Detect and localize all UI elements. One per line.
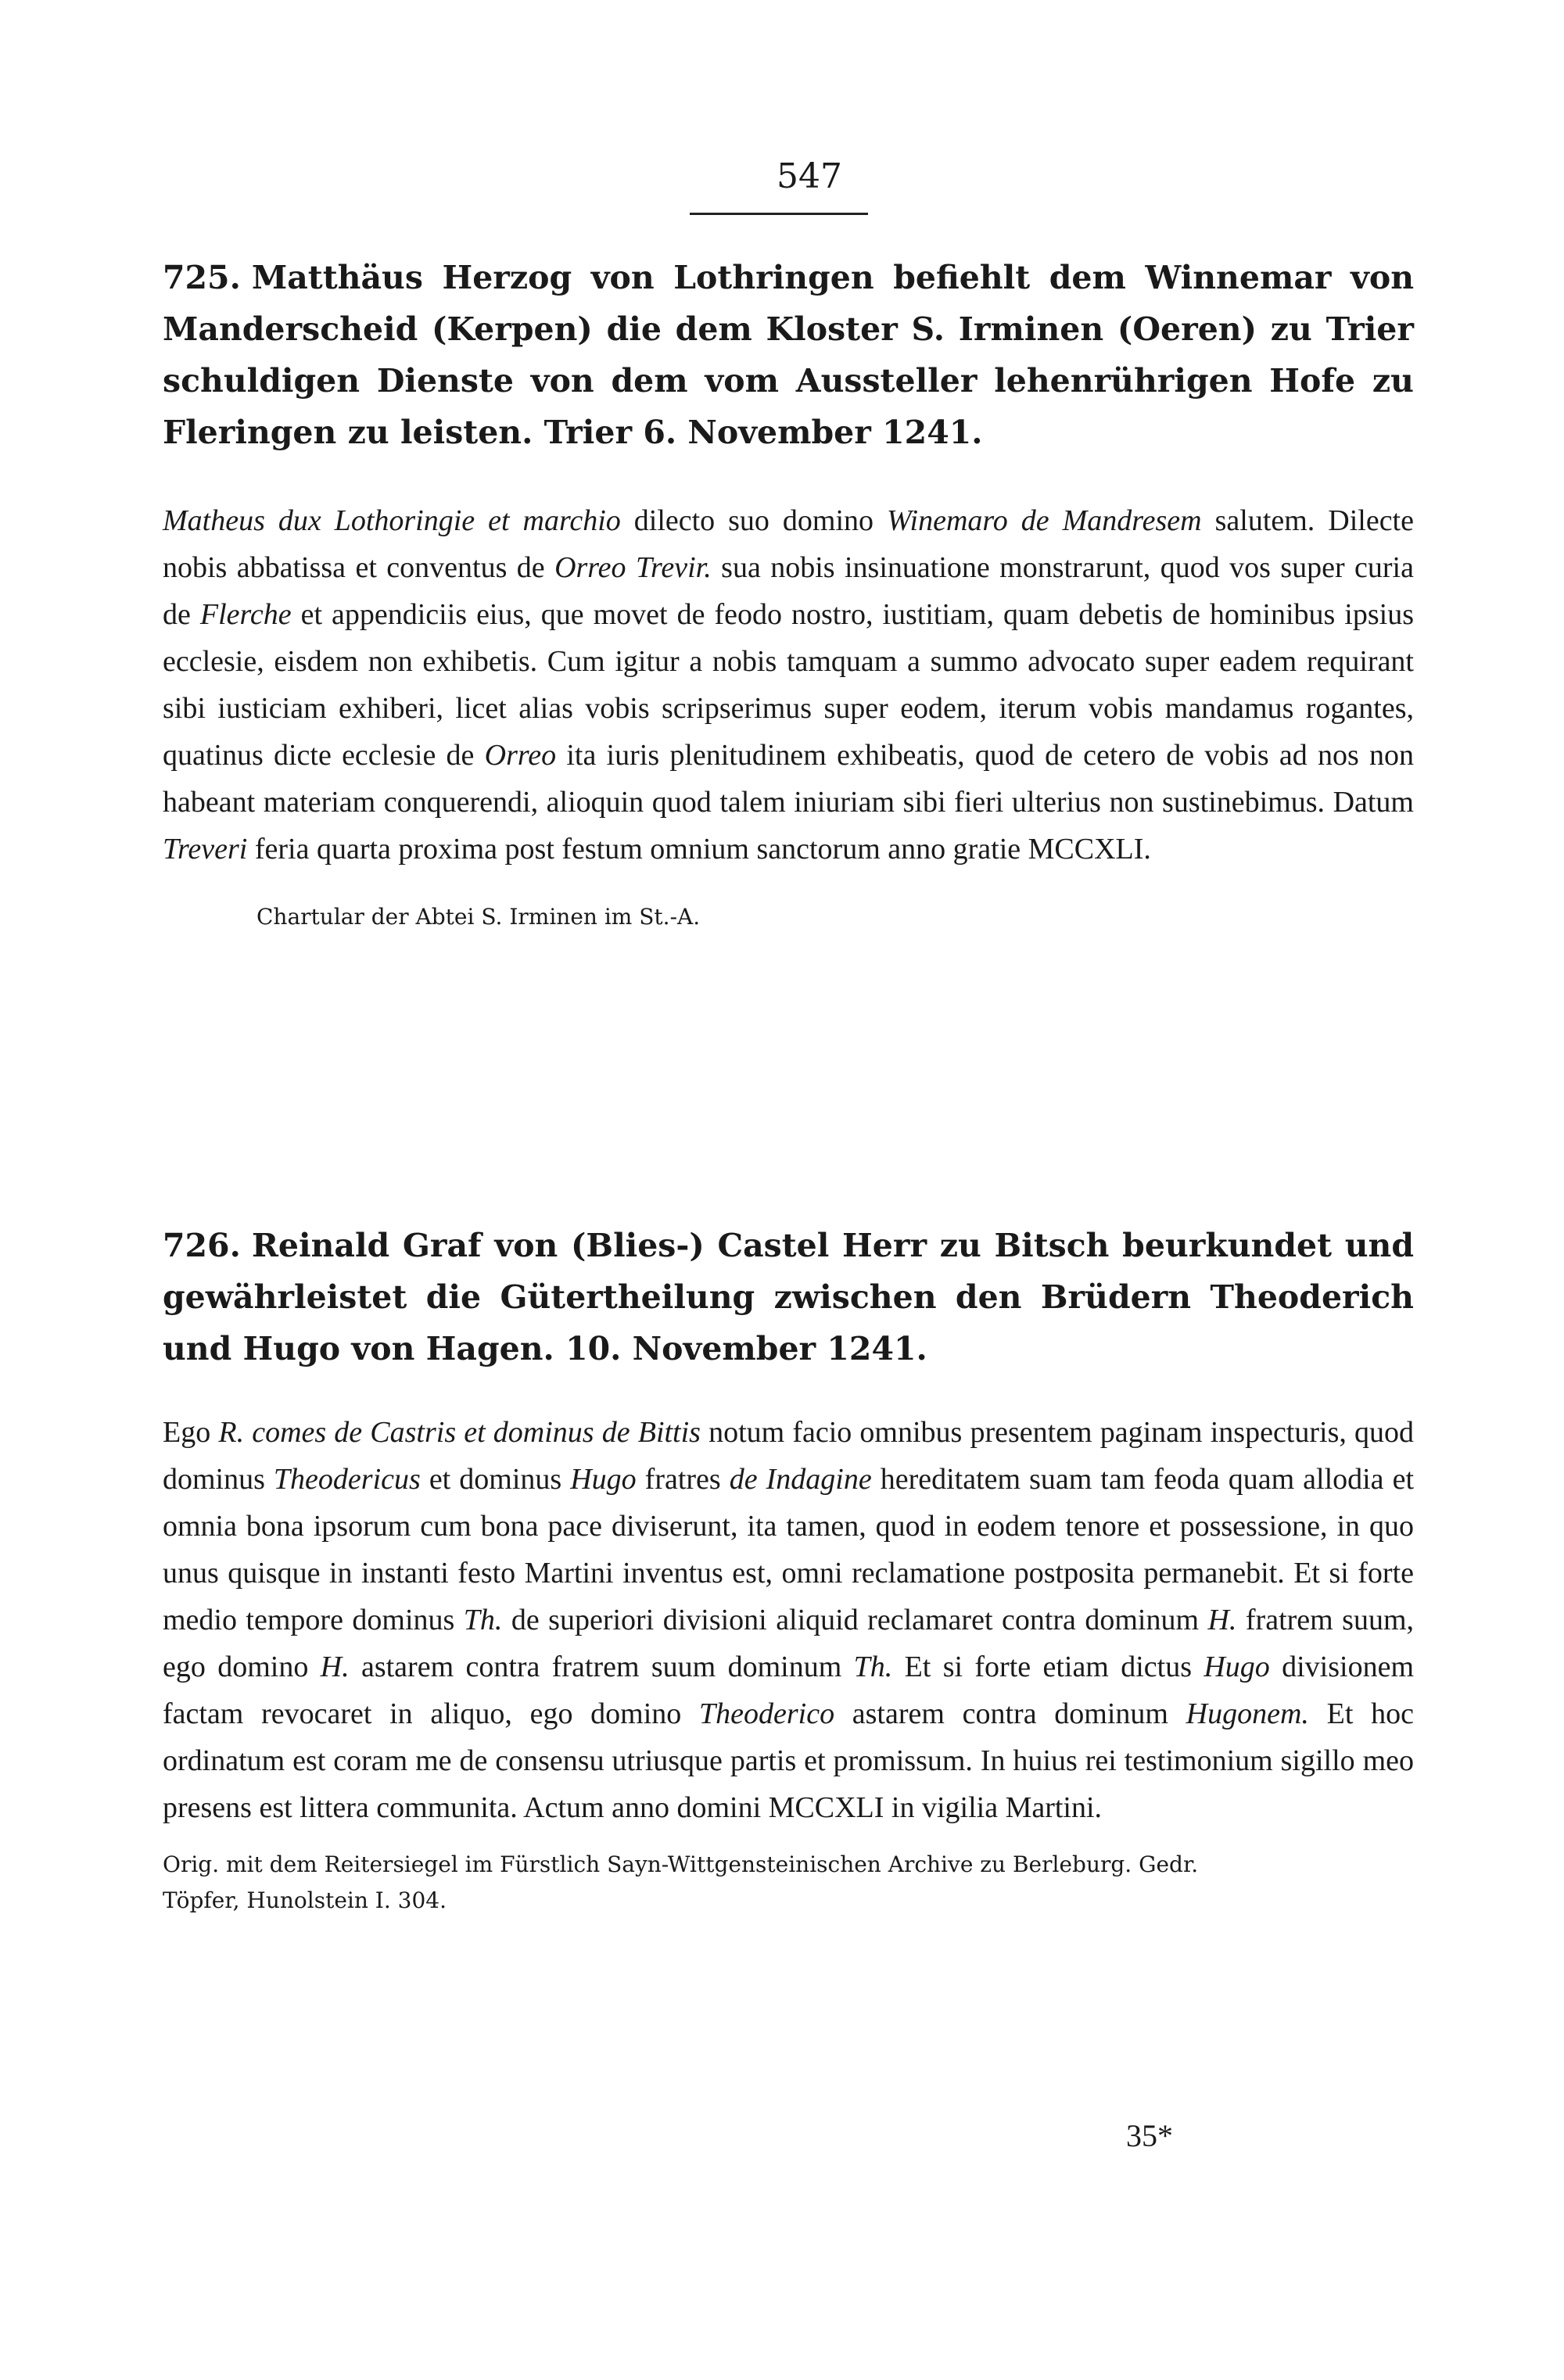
entry-heading xyxy=(163,252,1414,458)
page-number: 547 xyxy=(777,156,842,196)
entry-726 xyxy=(163,1220,1414,1919)
text-run: divisionem factam revocaret in aliquo, ego domino xyxy=(163,1651,1415,1730)
italic-text-run: Hugonem. xyxy=(1186,1697,1309,1730)
text-run: de superiori divisioni aliquid reclamaret contra dominum xyxy=(502,1604,1208,1636)
text-run: salutem. Dilecte nobis abbatissa et conventus de xyxy=(163,504,1414,584)
entry-source: Chartular der Abtei S. Irminen im St.-A. xyxy=(256,904,701,930)
italic-text-run: Orreo xyxy=(484,739,557,772)
entry-source: Orig. mit dem Reitersiegel im Fürstlich Sayn-Wittgensteinischen Archive zu Berleburg. Gedr. Töpfer, Hunolstein I. 304. xyxy=(163,1851,1199,1913)
entry-heading-text: Reinald Graf von (Blies-) Castel Herr zu Bitsch beurkundet und gewährleistet die Gütertheilung zwischen den Brüdern Theoderich und Hugo von Hagen. 10. November 1241. xyxy=(163,1227,1414,1367)
entry-heading-text: Matthäus Herzog von Lothringen befiehlt dem Winnemar von Manderscheid (Kerpen) die dem Kloster S. Irminen (Oeren) zu Trier schuldigen Dienste von dem vom Aussteller lehenrührigen Hofe zu Fleringen zu leisten. Trier 6. November 1241. xyxy=(163,259,1414,451)
text-run: Ego xyxy=(163,1416,219,1449)
italic-text-run: Theoderico xyxy=(698,1697,835,1730)
text-run: astarem contra fratrem suum dominum xyxy=(349,1651,854,1683)
text-run: notum facio omnibus presentem paginam inspecturis, quod dominus xyxy=(163,1416,1414,1496)
printer-signature: 35* xyxy=(1126,2118,1173,2153)
text-run: feria quarta proxima post festum omnium sanctorum anno gratie MCCXLI. xyxy=(247,833,1151,866)
italic-text-run: Flerche xyxy=(199,598,292,631)
text-run: et dominus xyxy=(420,1463,571,1496)
italic-text-run: Th. xyxy=(853,1651,893,1683)
entry-725 xyxy=(163,252,1414,935)
text-run: Et si forte etiam dictus xyxy=(892,1651,1204,1683)
text-run: sua nobis insinuatione monstrarunt, quod vos super curia de xyxy=(163,551,1414,631)
italic-text-run: H. xyxy=(1207,1604,1237,1636)
italic-text-run: Matheus dux Lothoringie et marchio xyxy=(163,504,621,537)
text-run: hereditatem suam tam feoda quam allodia et omnia bona ipsorum cum bona pace diviserunt, ita tamen, quod in eodem tenore et possessione, in quo unus quisque in instanti festo Martini inventus est, omni reclamatione postposita permanebit. Et si forte medio tempore dominus xyxy=(163,1463,1414,1636)
entry-number: 726. xyxy=(163,1227,241,1264)
text-run: dilecto suo domino xyxy=(620,504,887,537)
italic-text-run: de Indagine xyxy=(729,1463,872,1496)
italic-text-run: H. xyxy=(320,1651,350,1683)
text-run: fratres xyxy=(636,1463,730,1496)
italic-text-run: R. comes de Castris et dominus de Bittis xyxy=(218,1416,701,1449)
entry-heading xyxy=(163,1220,1414,1375)
italic-text-run: Treveri xyxy=(163,833,248,866)
entry-number: 725. xyxy=(163,259,241,296)
text-run: fratrem suum, ego domino xyxy=(163,1604,1415,1683)
text-run: astarem contra dominum xyxy=(834,1697,1186,1730)
text-run: et appendiciis eius, que movet de feodo nostro, iustitiam, quam debetis de hominibus ipsius ecclesie, eisdem non exhibetis. Cum igitur a nobis tamquam a summo advocato super eadem requirant sibi iusticiam exhiberi, licet alias vobis scripserimus super eodem, iterum vobis mandamus rogantes, quatinus dicte ecclesie de xyxy=(163,598,1414,772)
italic-text-run: Hugo xyxy=(1203,1651,1270,1683)
entry-body xyxy=(163,497,1414,873)
entry-body xyxy=(163,1409,1414,1831)
text-run: ita iuris plenitudinem exhibeatis, quod de cetero de vobis ad nos non habeant materiam conquerendi, alioquin quod talem iniuriam sibi fieri ulterius non sustinebimus. Datum xyxy=(163,739,1414,819)
italic-text-run: Winemaro de Mandresem xyxy=(887,504,1202,537)
page-number-rule xyxy=(690,213,868,215)
text-run: Et hoc ordinatum est coram me de consensu utriusque partis et promissum. In huius rei testimonium sigillo meo presens est littera communita. Actum anno domini MCCXLI in vigilia Martini. xyxy=(163,1697,1414,1824)
italic-text-run: Theodericus xyxy=(273,1463,421,1496)
italic-text-run: Orreo Trevir. xyxy=(554,551,712,584)
italic-text-run: Th. xyxy=(463,1604,503,1636)
italic-text-run: Hugo xyxy=(570,1463,637,1496)
